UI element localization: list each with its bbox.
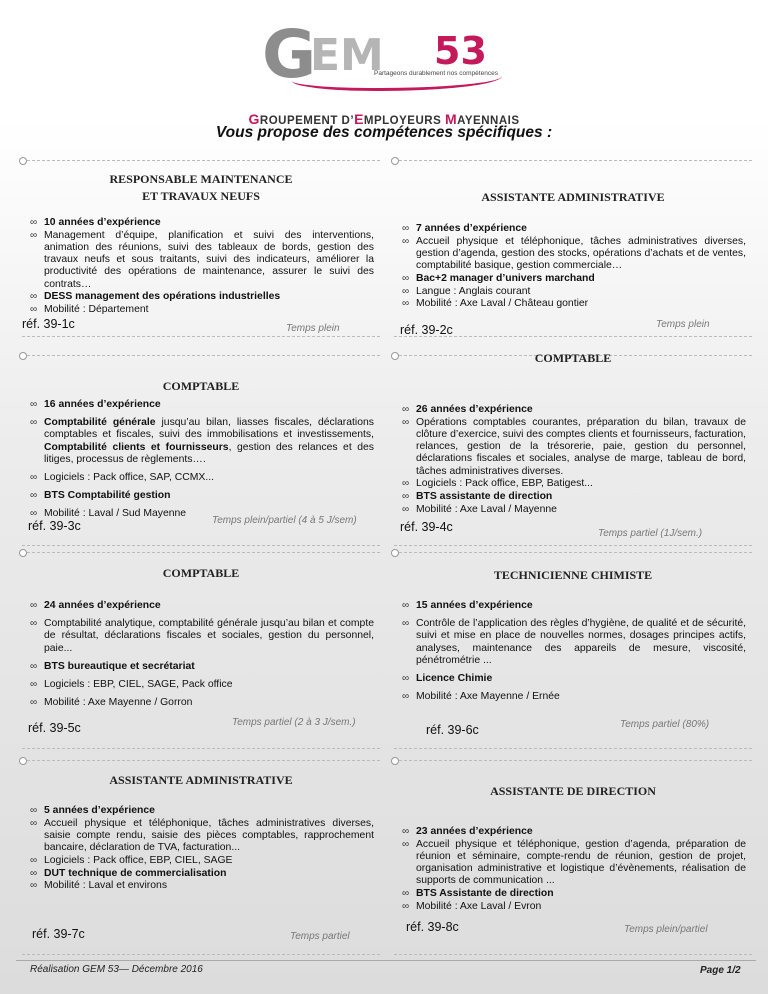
list-item: ∞ 23 années d’expérience — [402, 826, 746, 838]
card-details — [30, 217, 374, 317]
profile-card — [22, 760, 380, 954]
list-item: ∞ Mobilité : Département — [30, 304, 374, 316]
list-item: ∞ Logiciels : Pack office, EBP, Batigest... — [402, 478, 746, 490]
organization-name: GROUPEMENT D’EMPLOYEURS MAYENNAIS — [248, 111, 520, 127]
list-item: ∞ Logiciels : Pack office, EBP, CIEL, SAGE — [30, 855, 374, 867]
reference-number: réf. 39-1c — [22, 317, 75, 331]
list-item: ∞ Bac+2 manager d’univers marchand — [402, 273, 746, 285]
list-item: ∞ Management d’équipe, planification et suivi des interventions, animation des réunions, suivi des tableaux de bords, gestion des travaux neufs et sous traitants, suivi des indicateurs, améliorer la productivité des opérations de maintenance, assurer le suivi des contrats… — [30, 230, 374, 291]
list-item: ∞ Mobilité : Axe Laval / Château gontier — [402, 298, 746, 310]
logo-letters-em: EM — [310, 30, 384, 81]
list-item: ∞ Logiciels : EBP, CIEL, SAGE, Pack office — [30, 679, 374, 691]
card-title: ASSISTANTE DE DIRECTION — [490, 784, 656, 798]
working-time: Temps partiel (1J/sem.) — [598, 528, 703, 539]
list-item: ∞ Comptabilité analytique, comptabilité générale jusqu’au bilan et compte de résultat, déclarations fiscales et sociales, gestion du personnel, paie... — [30, 618, 374, 655]
reference-number: réf. 39-6c — [426, 723, 479, 737]
card-title: COMPTABLE — [162, 566, 240, 580]
card-title: COMPTABLE — [162, 379, 240, 393]
list-item: ∞ Accueil physique et téléphonique, tâches administratives diverses, gestion d’agenda, gestion des stocks, opérations d’achats et de ventes, comptabilité basique, gestion commerciale… — [402, 236, 746, 273]
list-item: ∞ 10 années d’expérience — [30, 217, 374, 229]
list-item: ∞ BTS assistante de direction — [402, 491, 746, 503]
card-title: RESPONSABLE MAINTENANCE ET TRAVAUX NEUFS — [109, 172, 293, 203]
list-item: ∞ Opérations comptables courantes, préparation du bilan, travaux de clôture d’exercice, suivi des comptes clients et fournisseurs, facturation, relances, gestion de la trésorerie, paie, gestion du personnel, déclarations fiscales et sociales, analyse de marge, tableau de bord, tâches administratives diverses. — [402, 417, 746, 478]
working-time: Temps plein — [286, 323, 340, 334]
header — [0, 0, 768, 150]
list-item: ∞ Contrôle de l’application des règles d’hygiène, de qualité et de sécurité, suivi et mise en place de nouvelles normes, dosages principes actifs, analyses, maintenance des appareils de mesure, viscosité, pénétrométrie ... — [402, 618, 746, 667]
list-item: ∞ DUT technique de commercialisation — [30, 868, 374, 880]
card-details — [30, 399, 374, 521]
reference-number: réf. 39-5c — [28, 721, 81, 735]
working-time: Temps plein/partiel (4 à 5 J/sem) — [212, 515, 357, 526]
card-details — [402, 826, 746, 913]
list-item: ∞ 16 années d’expérience — [30, 399, 374, 411]
working-time: Temps partiel — [290, 931, 350, 942]
working-time: Temps partiel (2 à 3 J/sem.) — [232, 717, 356, 728]
list-item: ∞ Mobilité : Axe Laval / Evron — [402, 901, 746, 913]
list-item: ∞ Accueil physique et téléphonique, tâches administratives diverses, saisie compte rendu, saisie des pièces comptables, rapprochement bancaire, déclaration de TVA, facturation... — [30, 818, 374, 855]
list-item: ∞ 26 années d’expérience — [402, 404, 746, 416]
list-item: ∞ Comptabilité générale jusqu’au bilan, liasses fiscales, déclarations comptables et fiscales, suivi des immobilisations et investissements, Comptabilité clients et fournisseurs, gestion des relances et des litiges, processus de règlements…. — [30, 417, 374, 466]
list-item: ∞ Mobilité : Axe Mayenne / Gorron — [30, 697, 374, 709]
profile-card — [394, 351, 752, 545]
profile-card — [394, 552, 752, 748]
reference-number: réf. 39-7c — [32, 927, 85, 941]
footer-credit: Réalisation GEM 53— Décembre 2016 — [30, 964, 203, 975]
reference-number: réf. 39-3c — [28, 519, 81, 533]
reference-number: réf. 39-2c — [400, 323, 453, 337]
list-item: ∞ 5 années d’expérience — [30, 805, 374, 817]
reference-number: réf. 39-4c — [400, 520, 453, 534]
logo-letter-g: G — [262, 16, 313, 93]
card-details — [30, 600, 374, 710]
list-item: ∞ BTS Assistante de direction — [402, 888, 746, 900]
list-item: ∞ Accueil physique et téléphonique, gestion d’agenda, préparation de réunion et séminaire, compte-rendu de réunion, gestion de projet, organisation administrative et logistique d’évènements, réalisation de supports de communication ... — [402, 839, 746, 888]
card-title: ASSISTANTE ADMINISTRATIVE — [109, 773, 293, 787]
card-title: COMPTABLE — [534, 351, 612, 365]
list-item: ∞ BTS bureautique et secrétariat — [30, 661, 374, 673]
list-item: ∞ 15 années d’expérience — [402, 600, 746, 612]
card-details — [402, 223, 746, 311]
list-item: ∞ 24 années d’expérience — [30, 600, 374, 612]
profile-card — [394, 160, 752, 336]
working-time: Temps plein — [656, 319, 710, 330]
profile-card — [22, 160, 380, 336]
intro-heading: Vous propose des compétences spécifiques : — [215, 124, 553, 141]
card-title: ASSISTANTE ADMINISTRATIVE — [481, 190, 665, 204]
list-item: ∞ Langue : Anglais courant — [402, 286, 746, 298]
list-item: ∞ DESS management des opérations industrielles — [30, 291, 374, 303]
card-details — [402, 600, 746, 704]
profile-card — [22, 552, 380, 748]
list-item: ∞ Mobilité : Laval / Sud Mayenne — [30, 508, 374, 520]
list-item: ∞ Mobilité : Axe Mayenne / Ernée — [402, 691, 746, 703]
working-time: Temps plein/partiel — [624, 924, 708, 935]
profile-card — [22, 355, 380, 545]
card-details — [30, 805, 374, 893]
card-title: TECHNICIENNE CHIMISTE — [493, 568, 653, 582]
list-item: ∞ Licence Chimie — [402, 673, 746, 685]
profile-card — [394, 760, 752, 954]
page-number: Page 1/2 — [700, 965, 741, 976]
list-item: ∞ BTS Comptabilité gestion — [30, 490, 374, 502]
reference-number: réf. 39-8c — [406, 920, 459, 934]
list-item: ∞ 7 années d’expérience — [402, 223, 746, 235]
list-item: ∞ Mobilité : Laval et environs — [30, 880, 374, 892]
logo-tagline: Partageons durablement nos compétences — [374, 70, 498, 77]
list-item: ∞ Mobilité : Axe Laval / Mayenne — [402, 504, 746, 516]
list-item: ∞ Logiciels : Pack office, SAP, CCMX... — [30, 472, 374, 484]
card-details — [402, 404, 746, 516]
gem53-logo — [262, 16, 512, 93]
logo-number: 53 — [434, 29, 487, 73]
working-time: Temps partiel (80%) — [620, 719, 710, 730]
